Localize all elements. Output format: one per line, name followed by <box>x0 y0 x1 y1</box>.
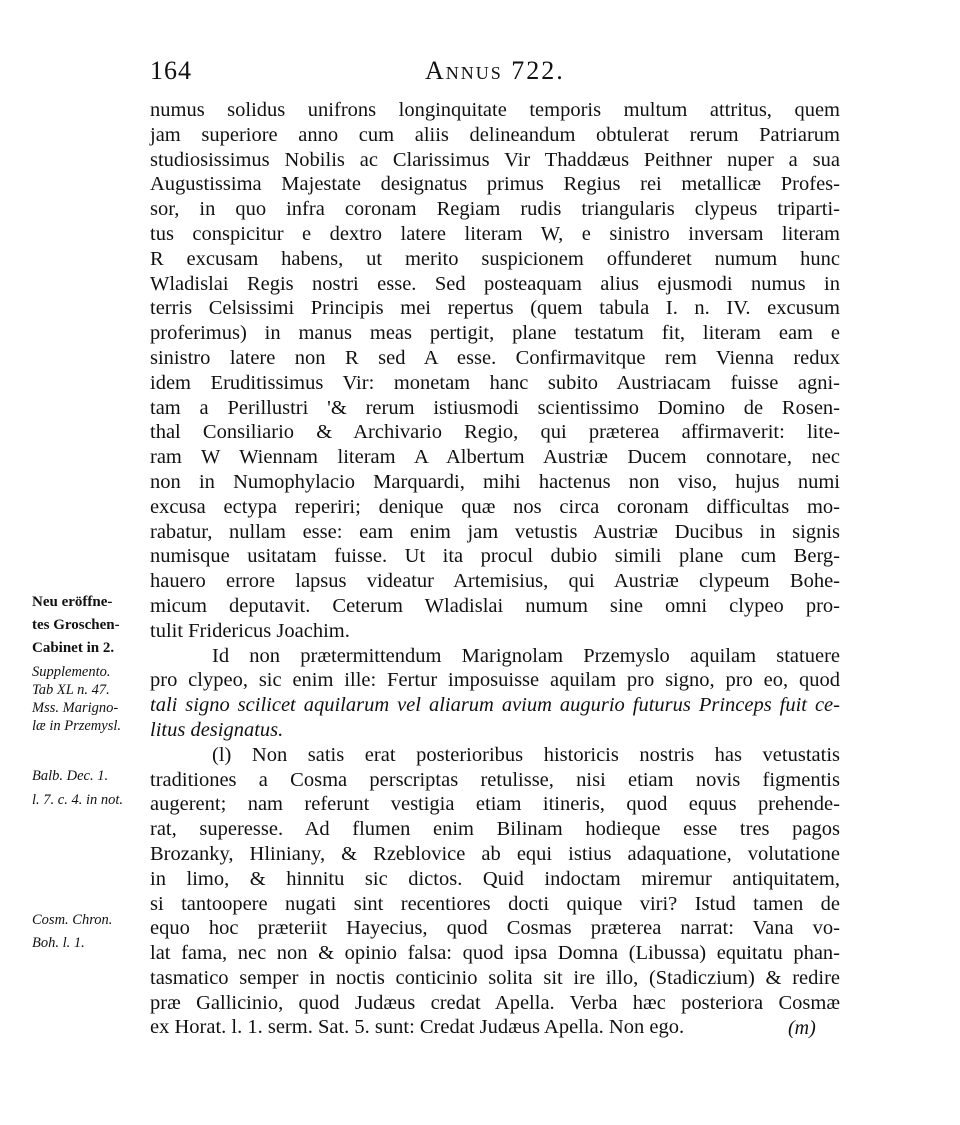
text-line: sor, in quo infra coronam Regiam rudis triangularis clypeus triparti- <box>150 198 840 221</box>
text-line: rabatur, nullam esse: eam enim jam vetustis Austriæ Ducibus in signis <box>150 520 840 543</box>
text-line: tali signo scilicet aquilarum vel aliarum avium augurio futurus Princeps fuit ce- <box>150 694 840 717</box>
page-header <box>150 56 840 96</box>
margin-note: Mss. Marigno- <box>32 700 119 716</box>
margin-note: Tab XL n. 47. <box>32 682 110 698</box>
text-line: pro clypeo, sic enim ille: Fertur imposuisse aquilam pro signo, pro eo, quod <box>150 669 840 692</box>
text-line: idem Eruditissimus Vir: monetam hanc subito Austriacam fuisse agni- <box>150 371 840 394</box>
margin-note: Neu eröffne- <box>32 594 113 610</box>
text-line: Id non prætermittendum Marignolam Przemyslo aquilam statuere <box>212 644 840 667</box>
text-line: numus solidus unifrons longinquitate temporis multum attritus, quem <box>150 99 840 121</box>
text-line: traditiones a Cosma perscriptas retulisse, nisi etiam novis figmentis <box>150 768 840 791</box>
text-line: equo hoc præteriit Hayecius, quod Cosmas præterea narrat: Vana vo- <box>150 917 840 940</box>
text-line: sinistro latere non R sed A esse. Confirmavitque rem Vienna redux <box>150 346 840 369</box>
margin-note: Boh. l. 1. <box>32 935 85 951</box>
text-line: studiosissimus Nobilis ac Clarissimus Vir Thaddæus Peithner nuper a sua <box>150 148 840 171</box>
text-line: lat fama, nec non & opinio falsa: quod ipsa Domna (Libussa) equitatu phan- <box>150 942 840 965</box>
text-line: præ Gallicinio, quod Judæus credat Apella. Verba hæc posteriora Cosmæ <box>150 991 840 1014</box>
text-line: ex Horat. l. 1. serm. Sat. 5. sunt: Credat Judæus Apella. Non ego. <box>150 1016 685 1039</box>
text-line: excusa ectypa reperiri; denique quæ nos circa coronam difficultas mo- <box>150 495 840 518</box>
text-line: Brozanky, Hliniany, & Rzeblovice ab equi istius adaquatione, volutatione <box>150 842 840 865</box>
text-line: thal Consiliario & Archivario Regio, qui præterea affirmaverit: lite- <box>150 421 840 444</box>
text-line: Wladislai Regis nostri esse. Sed posteaquam alius ejusmodi numus in <box>150 272 840 295</box>
text-line: Augustissima Majestate designatus primus Regius rei metallicæ Profes- <box>150 173 840 196</box>
text-line: (l) Non satis erat posterioribus historicis nostris has vetustatis <box>212 743 840 766</box>
text-line: ram W Wiennam literam A Albertum Austriæ Ducem connotare, nec <box>150 446 840 469</box>
text-line: litus designatus. <box>150 718 284 741</box>
text-line: terris Celsissimi Principis mei repertus (quem tabula I. n. IV. excusum <box>150 297 840 320</box>
margin-note: Balb. Dec. 1. <box>32 768 109 784</box>
text-line: tam a Perillustri '& rerum istiusmodi scientissimo Domino de Rosen- <box>150 396 840 419</box>
body-text <box>150 98 840 1040</box>
text-line: augerent; nam referunt vestigia etiam itineris, quod equus prehende- <box>150 793 840 816</box>
margin-note: Cabinet in 2. <box>32 640 115 656</box>
text-line: jam superiore anno cum aliis delineandum obtulerat rerum Patriarum <box>150 123 840 146</box>
text-line: numisque usitatam fuisse. Ut ita procul dubio simili plane cum Berg- <box>150 545 840 568</box>
running-head: Annus 722. <box>425 56 565 85</box>
text-line: R excusam habens, ut merito suspicionem offunderet numum hunc <box>150 247 840 270</box>
margin-note: Cosm. Chron. <box>32 912 113 928</box>
text-line: micum deputavit. Ceterum Wladislai numum sine omni clypeo pro- <box>150 594 840 617</box>
text-line: non in Numophylacio Marquardi, mihi hactenus non viso, hujus numi <box>150 470 840 493</box>
catchword: (m) <box>788 1017 816 1039</box>
text-line: si tantoopere nugati sint recentiores docti quique viri? Istud tamen de <box>150 892 840 915</box>
text-line: proferimus) in manus meas pertigit, plane testatum fit, literam eam e <box>150 322 840 345</box>
margin-note: læ in Przemysl. <box>32 718 122 734</box>
margin-note: Supplemento. <box>32 664 111 680</box>
text-line: tulit Fridericus Joachim. <box>150 619 350 642</box>
margin-note: tes Groschen- <box>32 617 120 633</box>
text-line: rat, superesse. Ad flumen enim Bilinam hodieque esse tres pagos <box>150 818 840 841</box>
text-line: tus conspicitur e dextro latere literam W, e sinistro inversam literam <box>150 222 840 245</box>
text-line: hauero errore lapsus videatur Artemisius, qui Austriæ clypeum Bohe- <box>150 570 840 593</box>
margin-note: l. 7. c. 4. in not. <box>32 792 124 808</box>
text-line: tasmatico semper in noctis conticinio solita sit ire illo, (Stadiczium) & redire <box>150 966 840 989</box>
text-line: in limo, & hinnitu sic dictos. Quid indoctam miremur antiquitatem, <box>150 867 840 890</box>
page-number: 164 <box>150 56 192 85</box>
